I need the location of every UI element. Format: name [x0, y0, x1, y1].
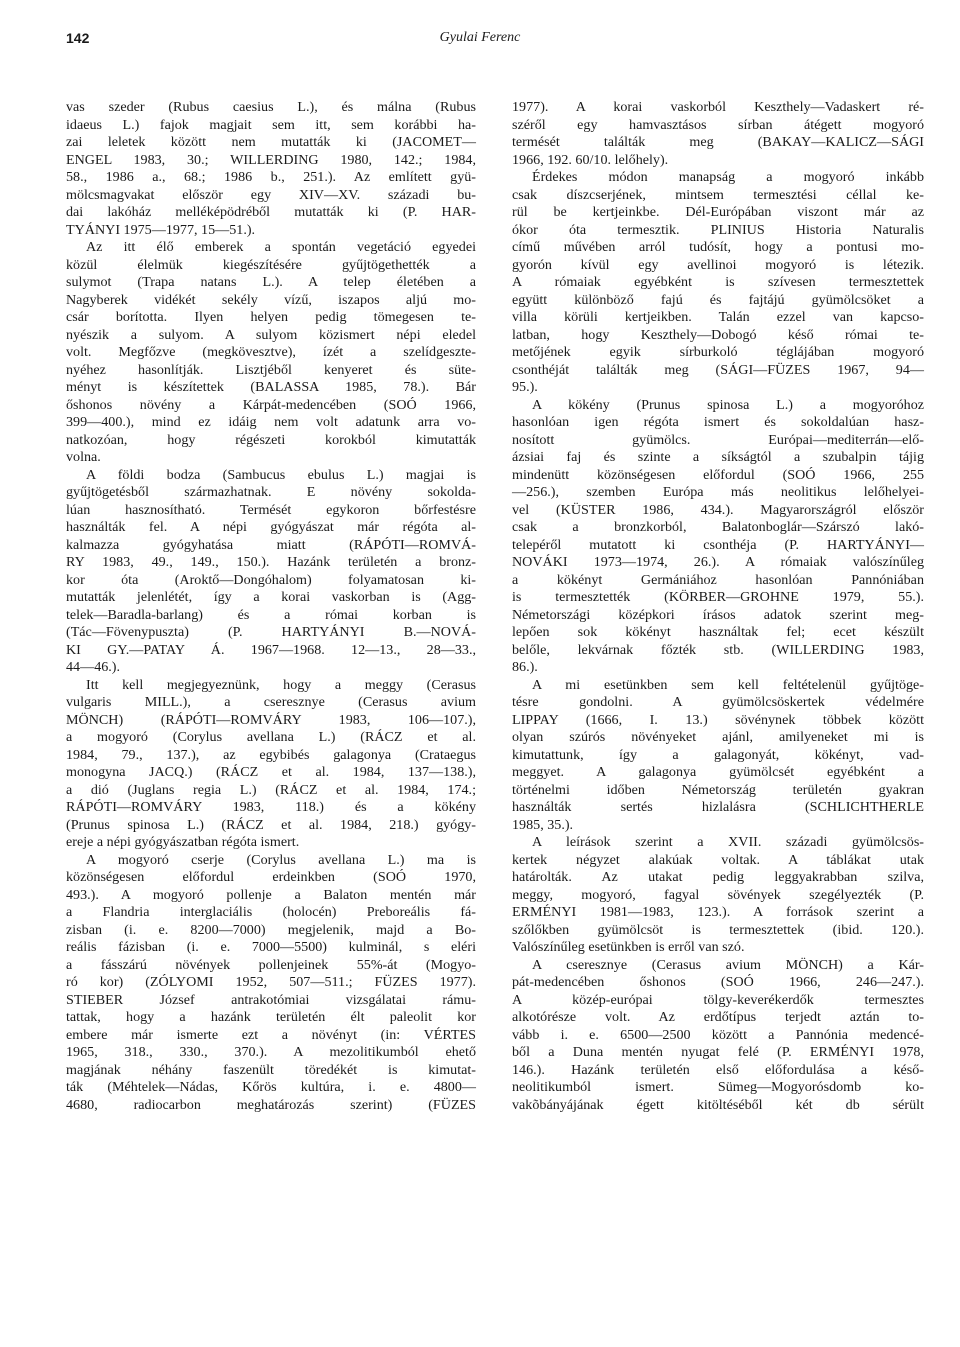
text-line: 399—400.), mind ez idáig nem volt adatunk arra vo- [66, 414, 476, 430]
text-line: TYÁNYI 1975—1977, 15—51.). [66, 221, 256, 238]
text-line: csak a bronzkorból, Balatonboglár—Szárszó lakó- [512, 519, 924, 535]
text-line: című művében arról tudósít, hogy a pontusi mo- [512, 239, 924, 255]
text-line: csár borította. Ilyen helyen pedig tömegesen te- [66, 309, 476, 325]
page-number: 142 [66, 30, 90, 46]
text-line: pát-medencében őshonos (SOÓ 1966, 246—247.). [512, 974, 924, 990]
text-line: gyűjtögetésből származhatnak. E növény sokolda- [66, 484, 476, 500]
text-line: 146.). Hazánk területén első előfordulása a késő- [512, 1061, 924, 1078]
text-line: használták sertés hizlalásra (SCHLICHTHERLE [512, 799, 924, 815]
running-head-author: Gyulai Ferenc [439, 30, 521, 45]
text-line: volna. [66, 449, 101, 465]
text-line: KI GY.—PATAY Á. 1967—1968. 12—13., 28—33., [66, 641, 476, 658]
text-line: zai leletek között nem mutatták ki (JACOMET— [66, 134, 476, 150]
text-line: A mi esetünkben sem kell feltételenül gyűjtöge- [532, 676, 924, 693]
text-line: meggyet. A galagonya gyümölcsét egyébként a [512, 764, 924, 780]
text-line: is termesztették (KÖRBER—GROHNE 1979, 55.). [512, 589, 924, 605]
text-line: kimutattunk, így a galagonyát, kökényt, vad- [512, 746, 924, 763]
text-line: Érdekes módon manapság a mogyoró inkább [532, 169, 924, 185]
text-line: ókor óta termesztik. PLINIUS Historia Naturalis [512, 221, 924, 238]
text-line: sulymot (Trapa natans L.). A telep életében a [66, 274, 476, 290]
text-line: 4680, radiocarbon meghatározás szerint) (FÜZES [66, 1096, 476, 1113]
text-line: 1977). A korai vaskorból Keszthely—Vadaskert ré- [512, 99, 924, 115]
text-line: Valószínűleg esetünkben is erről van szó. [512, 939, 745, 955]
text-line: magjának néhány faszenült töredékét is kimutat- [66, 1061, 476, 1078]
text-line: metőjének egyik sírburkoló téglájában mogyoró [512, 344, 924, 360]
text-line: együtt különböző fajú és fajtájú gyümölcsöket a [512, 291, 924, 308]
text-line: 44—46.). [66, 659, 121, 675]
text-line: ERMÉNYI 1981—1983, 123.). A források szerint a [512, 904, 924, 920]
text-line: lepően sok kökényt használtak fel; ecet készült [512, 624, 924, 640]
text-line: A mogyoró cserje (Corylus avellana L.) ma is [86, 851, 476, 868]
text-line: vább i. e. 6500—2500 között a Pannónia medencé- [512, 1026, 924, 1043]
text-line: LIPPAY (1666, I. 13.) sövénynek többek között [512, 711, 924, 728]
text-line: a mogyoró (Corylus avellana L.) (RÁCZ et al. [66, 729, 476, 745]
text-line: embere már ismerte ezt a növényt (in: VÉRTES [66, 1026, 476, 1043]
text-line: a Flandria interglaciális (holocén) Preboreális fá- [66, 904, 476, 920]
text-line: mindenütt közönségesen előfordul (SOÓ 1966, 255 [512, 466, 924, 483]
text-line: történelmi időben Németország területén gyakran [512, 781, 924, 798]
text-line: ENGEL 1983, 30.; WILLERDING 1980, 142.; 1984, [66, 151, 476, 168]
text-line: használták fel. A népi gyógyászat már régóta al- [66, 519, 476, 535]
text-line: közönségesen előfordul erdeinkben (SOÓ 1970, [66, 869, 476, 885]
text-line: 1965, 318., 330., 370.). A mezolitikumból ehető [66, 1044, 476, 1060]
text-line: (Prunus spinosa L.) (RÁCZ et al. 1984, 218.) gyógy- [66, 816, 476, 833]
text-line: RÁPÓTI—ROMVÁRY 1983, 118.) és a kökény [66, 799, 476, 815]
text-line: nosított gyümölcs. Európai—mediterrán—elő- [512, 431, 924, 448]
text-line: reális fázisban (i. e. 7000—5500) kulminál, s eléri [66, 939, 476, 955]
text-line: gyorón kívül egy avellinoi mogyoró is létezik. [512, 256, 924, 273]
text-line: ereje a népi gyógyászatban régóta ismert. [66, 834, 300, 850]
text-line: STIEBER József antrakotómiai vizsgálatai rámu- [66, 991, 476, 1008]
text-line: A kökény (Prunus spinosa L.) a mogyoróhoz [532, 396, 924, 413]
text-line: 58., 1986 a., 68.; 1986 b., 251.). Az említett gyü- [66, 169, 476, 185]
text-line: idaeus L.) fajok magjait sem itt, sem korábbi ha- [66, 116, 476, 133]
text-line: tésre gondolni. A gyümölcsöskertek védelmére [512, 694, 924, 710]
text-line: MÖNCH) (RÁPÓTI—ROMVÁRY 1983, 106—107.), [66, 711, 476, 728]
text-line: zisban (i. e. 8200—7000) megjelenik, majd a Bo- [66, 921, 476, 938]
text-line: Németországi középkori írásos adatok szerint meg- [512, 606, 924, 623]
text-line: mutatták jelenlétét, így a korai vaskorban is (Agg- [66, 589, 476, 605]
text-line: ményt is készítettek (BALASSA 1985, 78.). Bár [66, 379, 476, 395]
text-column-right [512, 99, 924, 1114]
text-line: Az itt élő emberek a spontán vegetáció egyedei [86, 239, 476, 255]
text-line: Nagyberek vidékét sekély vízű, iszapos aljú mo- [66, 291, 476, 308]
text-line: ből a Duna mentén nyugat felé (P. ERMÉNYI 1978, [512, 1044, 924, 1060]
text-line: 86.). [512, 659, 538, 675]
text-line: A rómaiak egyébként is szívesen termesztettek [512, 274, 924, 290]
text-line: 1966, 192. 60/10. lelőhely). [512, 151, 669, 168]
text-line: 95.). [512, 379, 538, 395]
text-column-left [66, 99, 476, 1114]
text-line: ázsiai faj és szinte a síkságtól a szubalpin tájig [512, 449, 924, 465]
text-line: őshonos növény a Kárpát-medencében (SOÓ 1966, [66, 396, 476, 413]
text-line: A közép-európai tölgy-keverékerdők termesztes [512, 991, 924, 1008]
text-line: belőle, lekvárnak főzték stb. (WILLERDING 1983, [512, 641, 924, 658]
text-line: 493.). A mogyoró pollenje a Balaton mentén már [66, 886, 476, 903]
text-line: lúan hasznosítható. Termését egykoron bőrfestésre [66, 501, 476, 518]
text-line: villa körüli kertjeikben. Talán ezzel van kapcso- [512, 309, 924, 325]
text-line: latban, hogy Keszthely—Dobogó késő római te- [512, 326, 924, 343]
text-line: a kökényt Germániához hasonlóan Pannóniában [512, 571, 924, 588]
text-line: tattak, hogy a hazánk területén élt paleolit kor [66, 1009, 476, 1025]
text-line: ró kor) (ZÓLYOMI 1952, 507—511.; FÜZES 1977). [66, 974, 476, 990]
text-line: natkozóan, hogy régészeti korokból kimutatták [66, 431, 476, 448]
text-line: vas szeder (Rubus caesius L.), és málna (Rubus [66, 99, 476, 115]
text-line: kertek négyzet alakúak voltak. A táblákat utak [512, 851, 924, 868]
text-line: telek—Baradla-barlang) és a római korban is [66, 606, 476, 623]
text-line: a fásszárú növények pollenjeinek 55%-át (Mogyo- [66, 956, 476, 973]
text-line: RY 1983, 49., 149., 150.). Hazánk területén a bronz- [66, 554, 476, 570]
text-line: nyészik a sulyom. A sulyom közismert népi eledel [66, 326, 476, 343]
text-line: telepéről mutatott ki csonthéja (P. HARTYÁNYI— [512, 536, 924, 553]
text-line: neolitikumból ismert. Sümeg—Mogyorósdomb ko- [512, 1079, 924, 1095]
text-line: csak díszcserjének, mintsem termesztési céllal ke- [512, 186, 924, 203]
text-line: rül be kertjeinkbe. Dél-Európában viszont már az [512, 204, 924, 220]
text-line: monogyna JACQ.) (RÁCZ et al. 1984, 137—138.), [66, 764, 476, 780]
text-line: Itt kell megjegyeznünk, hogy a meggy (Cerasus [86, 676, 476, 693]
text-line: dai lakóház melléképödréből mutatták ki (P. HAR- [66, 204, 476, 220]
text-line: kalmazza gyógyhatása miatt (RÁPÓTI—ROMVÁ- [66, 536, 476, 553]
text-line: alkotórésze volt. Az erdőtípus terjedt aztán to- [512, 1009, 924, 1025]
text-line: csonthéját találták meg (SÁGI—FÜZES 1967, 94— [512, 361, 924, 378]
text-line: —256.), szemben Európa más neolitikus lelőhelyei- [512, 484, 924, 500]
text-line: (Tác—Fövenypuszta) (P. HARTYÁNYI B.—NOVÁ- [66, 624, 476, 640]
text-line: 1985, 35.). [512, 816, 574, 833]
text-line: termését találták meg (BAKAY—KALICZ—SÁGI [512, 134, 924, 150]
text-line: hasonlóan igen régóta ismert és sokoldalúan hasz- [512, 414, 924, 430]
text-line: A földi bodza (Sambucus ebulus L.) magjai is [86, 466, 476, 483]
text-line: vel (KÜSTER 1986, 434.). Magyarországról először [512, 501, 924, 518]
text-line: szőlőkben gyümölcsöt is termesztettek (ibid. 120.). [512, 921, 924, 938]
text-line: mölcsmagvakat először egy XIV—XV. századi bu- [66, 186, 476, 203]
text-line: határolták. Az utakat pedig leggyakrabban szilva, [512, 869, 924, 885]
text-line: a dió (Juglans regia L.) (RÁCZ et al. 1984, 174.; [66, 781, 476, 798]
text-line: ták (Méhtelek—Nádas, Kőrös kultúra, i. e. 4800— [66, 1079, 476, 1095]
text-line: nyéhez hasonlítják. Lisztjéből kenyeret és süte- [66, 361, 476, 378]
text-line: 1984, 79., 137.), az egybibés galagonya (Crataegus [66, 746, 476, 763]
page-header [66, 30, 894, 54]
text-line: meggy, mogyoró, fagyal sövények szegélyezték (P. [512, 886, 924, 903]
text-line: A leírások szerint a XVII. századi gyümölcsös- [532, 834, 924, 850]
text-line: vulgaris MILL.), a cseresznye (Cerasus avium [66, 694, 476, 710]
text-line: olyan szúrós növényeket ajánl, amilyeneket mi is [512, 729, 924, 745]
text-line: vakõbányájának égett kitöltéséből két db sérült [512, 1096, 924, 1113]
text-line: NOVÁKI 1973—1974, 26.). A rómaiak valószínűleg [512, 554, 924, 570]
text-line: kor óta (Aroktő—Dongóhalom) folyamatosan ki- [66, 571, 476, 588]
text-line: széről egy hamvasztásos sírban átégett mogyoró [512, 116, 924, 133]
text-line: A cseresznye (Cerasus avium MÖNCH) a Kár- [532, 956, 924, 973]
text-line: közül élelmük kiegészítésére gyűjtögethették a [66, 256, 476, 273]
text-line: volt. Megfőzve (megkövesztve), ízét a szelídgeszte- [66, 344, 476, 360]
